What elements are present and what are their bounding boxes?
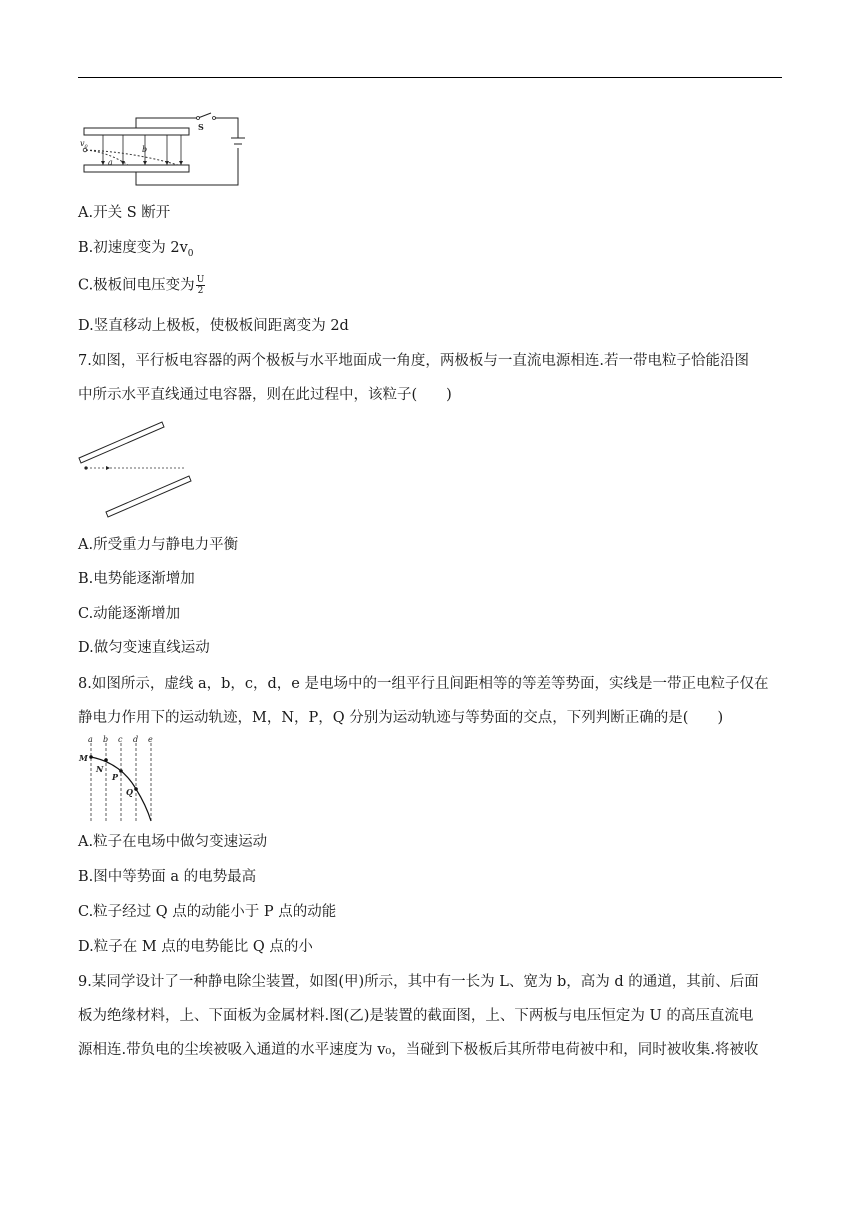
- q8-stem-line-2: 静电力作用下的运动轨迹，M，N，P，Q 分别为运动轨迹与等势面的交点，下列判断正确的是( ): [78, 710, 724, 726]
- q6-capacitor-figure: [78, 110, 248, 190]
- q7-option-d: D.做匀变速直线运动: [78, 640, 210, 656]
- q9-stem-line-2: 板为绝缘材料，上、下面板为金属材料.图(乙)是装置的截面图，上、下两板与电压恒定为 U 的高压直流电: [78, 1008, 754, 1024]
- q7-stem-line-1: 7.如图，平行板电容器的两个极板与水平地面成一角度，两极板与一直流电源相连.若一带电粒子恰能沿图: [78, 353, 749, 369]
- q6-fraction: $\frac{U}{2}$: [196, 275, 205, 296]
- q6-a-label: a: [108, 158, 113, 167]
- q9-stem-line-1: 9.某同学设计了一种静电除尘装置，如图(甲)所示，其中有一长为 L、宽为 b，高为 d 的通道，其前、后面: [78, 974, 759, 990]
- q7-stem-line-2: 中所示水平直线通过电容器，则在此过程中，该粒子( ): [78, 387, 452, 403]
- header-rule: [78, 77, 782, 78]
- q8-line-label-a: a: [88, 735, 93, 744]
- q6-option-b: B.初速度变为 $2v_0$: [78, 240, 194, 259]
- q6-v-sub: 0: [84, 144, 88, 150]
- q6-switch-label: S: [198, 122, 204, 132]
- q8-option-c: C.粒子经过 Q 点的动能小于 P 点的动能: [78, 904, 337, 920]
- q8-line-label-b: b: [103, 735, 109, 744]
- q8-option-d: D.粒子在 M 点的电势能比 Q 点的小: [78, 939, 313, 955]
- q7-tilted-plates-figure: [76, 420, 196, 520]
- q8-point-n: N: [96, 764, 104, 774]
- q8-option-a: A.粒子在电场中做匀变速运动: [78, 834, 268, 850]
- q8-equipotential-figure: [76, 733, 166, 825]
- svg-text:v0: [80, 139, 89, 150]
- q8-line-label-d: d: [133, 735, 139, 744]
- q8-point-m: M: [79, 753, 88, 763]
- q6-option-a: A.开关 S 断开: [78, 205, 171, 221]
- q8-line-label-e: e: [148, 735, 153, 744]
- q8-stem-line-1: 8.如图所示，虚线 a，b，c，d，e 是电场中的一组平行且间距相等的等差等势面，实线是一带正电粒子仅在: [78, 676, 769, 692]
- q7-option-a: A.所受重力与静电力平衡: [78, 537, 239, 553]
- q8-point-p: P: [112, 772, 119, 782]
- q8-option-b: B.图中等势面 a 的电势最高: [78, 869, 257, 885]
- q9-stem-line-3: 源相连.带负电的尘埃被吸入通道的水平速度为 v₀，当碰到下极板后其所带电荷被中和，同时被收集.将被收: [78, 1042, 759, 1058]
- q7-option-b: B.电势能逐渐增加: [78, 571, 195, 587]
- q6-v-label: v: [80, 139, 85, 148]
- q8-line-label-c: c: [118, 735, 123, 744]
- q6-option-d: D.竖直移动上极板，使极板间距离变为 2d: [78, 318, 349, 334]
- q6-option-c: C.极板间电压变为 $\frac{U}{2}$: [78, 275, 205, 296]
- q8-point-q: Q: [126, 787, 133, 797]
- q6-b-label: b: [142, 145, 148, 154]
- q7-option-c: C.动能逐渐增加: [78, 606, 181, 622]
